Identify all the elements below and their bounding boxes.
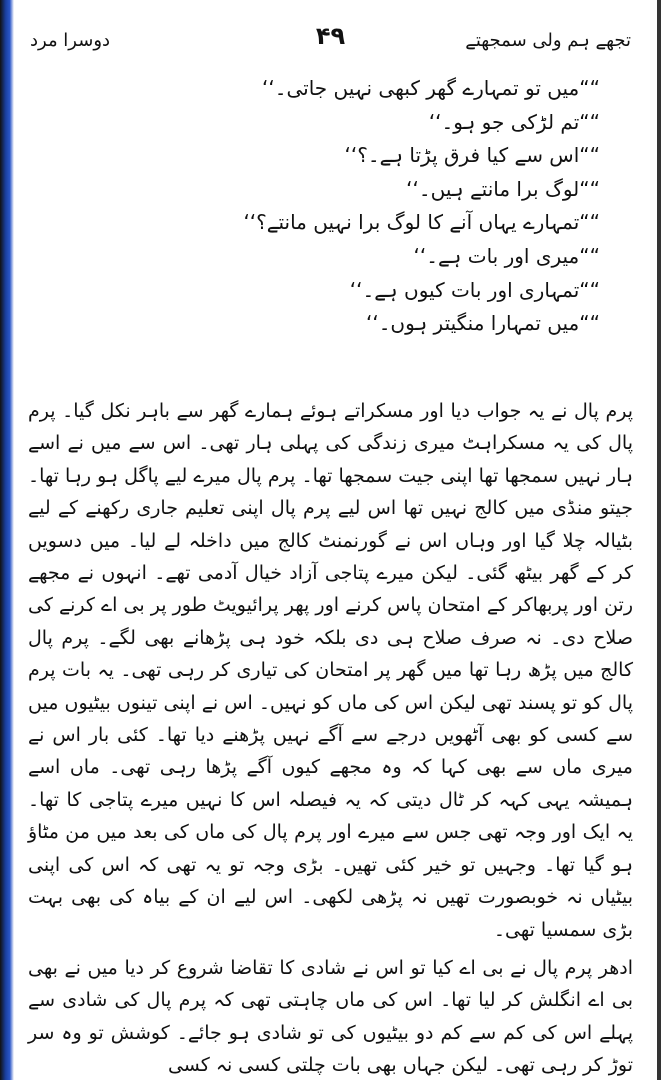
dialogue-line: ““لوگ برا مانتے ہیں۔‘‘ xyxy=(406,176,600,201)
dialogue-line: ““میں تمہارا منگیتر ہوں۔‘‘ xyxy=(366,311,600,336)
page-edge-strip xyxy=(0,0,14,1080)
paragraph: پرم پال نے یہ جواب دیا اور مسکراتے ہوئے ہمارے گھر سے باہر نکل گیا۔ پرم پال کی یہ مسکراہٹ میری زندگی کی پہلی ہار تھی۔ اس سے میں نے اسے ہار نہیں سمجھا تھا اپنی جیت سمجھا تھا۔ پرم پال میرے لیے پاگل ہو رہا تھا۔ جیتو منڈی میں کالج نہیں تھا اس لیے پرم پال اپنی تعلیم جاری رکھنے کے لیے بٹیالہ چلا گیا اور وہاں اس نے گورنمنٹ کالج میں داخلہ لے لیا۔ میں دسویں کر کے گھر بیٹھ گئی۔ لیکن میرے پتاجی آزاد خیال آدمی تھے۔ انہوں نے مجھے رتن اور پربھاکر کے امتحان پاس کرنے اور پھر پرائیویٹ طور پر بی اے کرنے کی صلاح دی۔ نہ صرف صلاح ہی دی بلکہ خود ہی پڑھانے بھی لگے۔ پرم پال کالج میں پڑھ رہا تھا میں گھر پر امتحان کی تیاری کر رہی تھی۔ یہ بات پرم پال کو تو پسند تھی لیکن اس کی ماں کو نہیں۔ اس نے اپنی تینوں بیٹیوں میں سے کسی کو بھی آٹھویں درجے سے آگے نہیں پڑھنے دیا تھا۔ کئی بار اس نے میری ماں سے بھی کہا کہ وہ مجھے کیوں آگے پڑھا رہی تھی۔ ماں اسے ہمیشہ یہی کہہ کر ٹال دیتی کہ یہ فیصلہ اس کا نہیں میرے پتاجی کا تھا۔ یہ ایک اور وجہ تھی جس سے میرے اور پرم پال کی ماں کی بعد میں من مٹاؤ ہو گیا تھا۔ وجہیں تو خیر کئی تھیں۔ بڑی وجہ تو یہ تھی کہ اس کی اپنی بیٹیاں نہ خوبصورت تھیں نہ پڑھی لکھی۔ اس لیے ان کے بیاہ کی بھی بہت بڑی سمسیا تھی۔ xyxy=(28,400,633,941)
running-title-right: دوسرا مرد xyxy=(30,30,111,51)
dialogue-line: ““میں تو تمہارے گھر کبھی نہیں جاتی۔‘‘ xyxy=(262,76,600,100)
dialogue-line: ““تم لڑکی جو ہو۔‘‘ xyxy=(428,109,600,134)
dialogue-line: ““تمہاری اور بات کیوں ہے۔‘‘ xyxy=(349,277,600,302)
dialogue-line: ““میری اور بات ہے۔‘‘ xyxy=(413,243,600,268)
paragraph: ادھر پرم پال نے بی اے کیا تو اس نے شادی کا تقاضا شروع کر دیا میں نے بھی بی اے انگلش کر لیا تھا۔ اس کی ماں چاہتی تھی کہ پرم پال کی شادی سے پہلے اس کی کم سے کم دو بیٹیوں کی تو شادی ہو جائے۔ کوشش تو وہ سر توڑ کر رہی تھی۔ لیکن جہاں بھی بات چلتی کسی نہ کسی xyxy=(28,956,633,1077)
page-number: ۴۹ xyxy=(315,22,346,50)
body-text xyxy=(28,395,633,1080)
page-header xyxy=(30,22,631,62)
dialogue-line: ““تمہارے یہاں آنے کا لوگ برا نہیں مانتے؟‘‘ xyxy=(243,210,600,235)
running-title-left: تجھے ہم ولی سمجھتے xyxy=(465,30,631,51)
dialogue-line: ““اس سے کیا فرق پڑتا ہے۔؟‘‘ xyxy=(344,143,600,168)
dialogue-block xyxy=(200,72,600,341)
